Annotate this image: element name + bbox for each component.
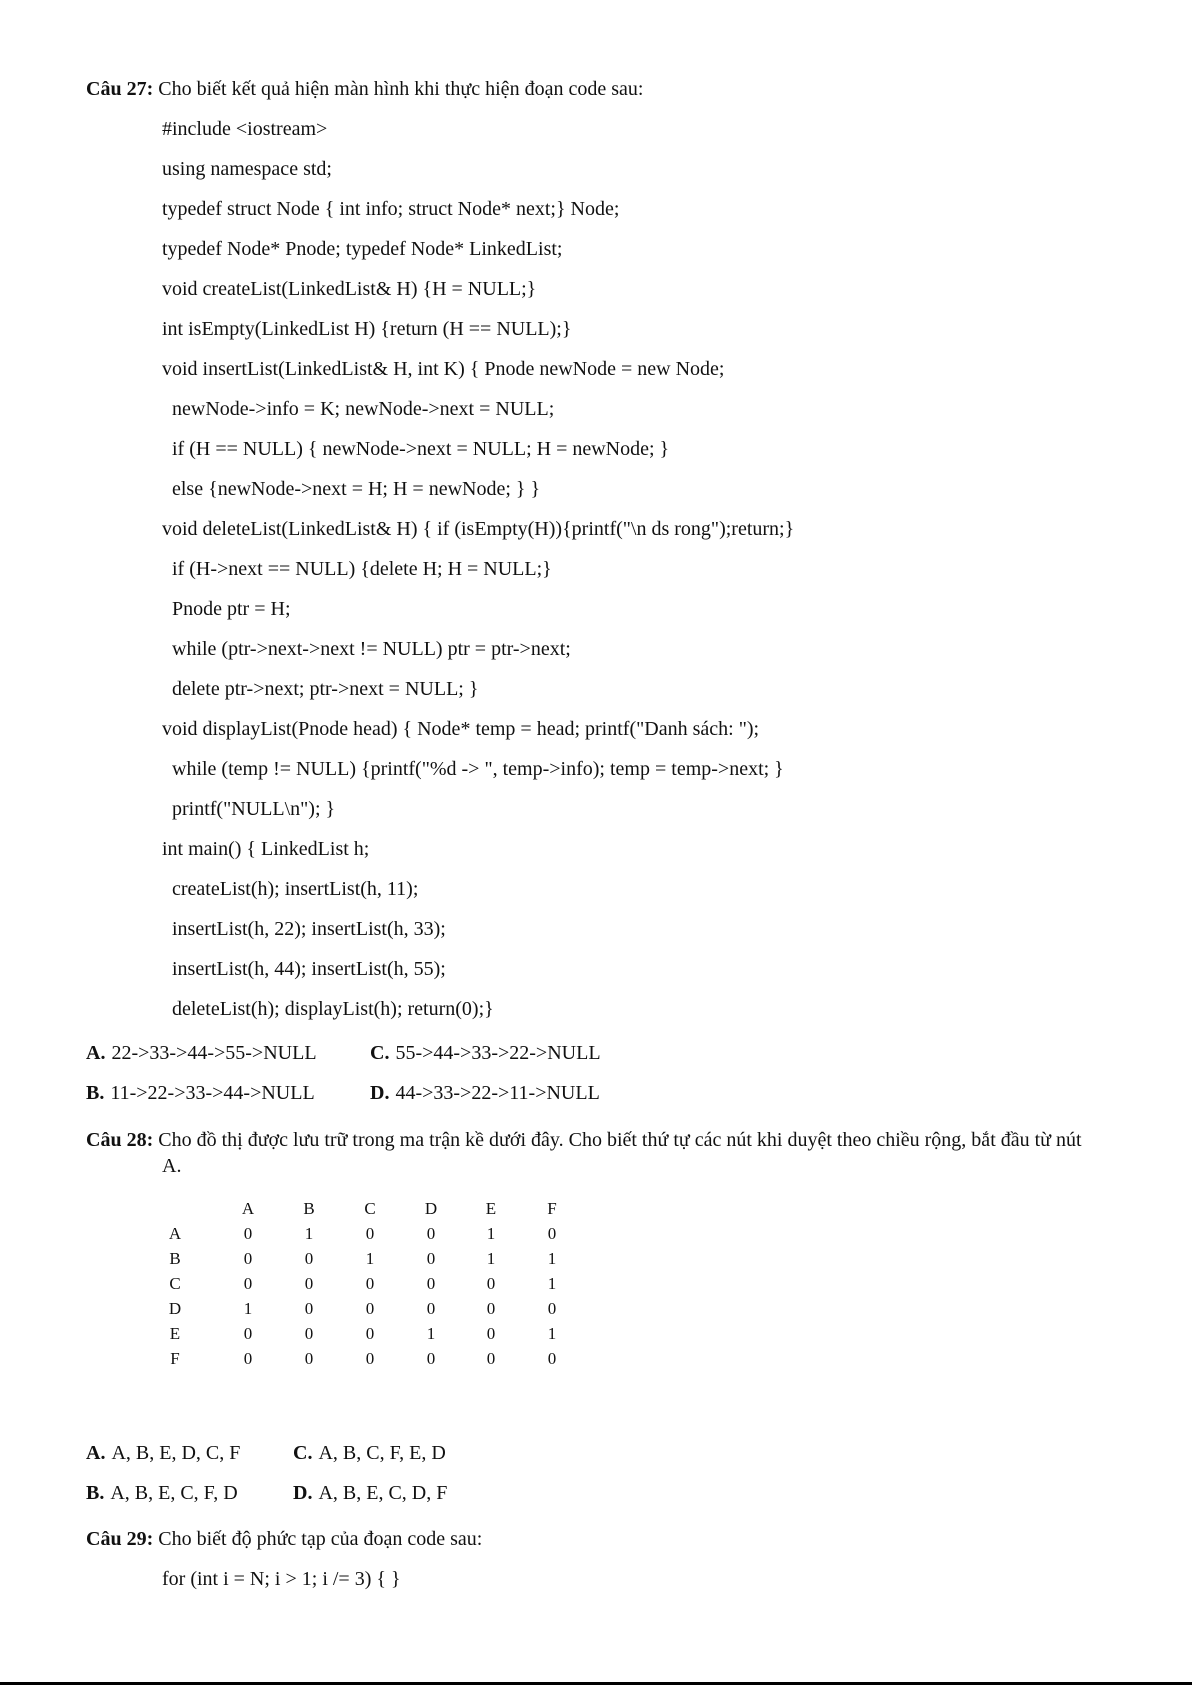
option-text: 11->22->33->44->NULL	[110, 1082, 315, 1104]
matrix-cell: 0	[547, 1299, 557, 1318]
code-line: void createList(LinkedList& H) {H = NULL;}	[162, 278, 537, 300]
q28-option-d[interactable]	[293, 1481, 447, 1505]
option-text: A, B, E, C, F, D	[110, 1482, 238, 1504]
code-line: insertList(h, 44); insertList(h, 55);	[172, 958, 446, 980]
matrix-cell: 0	[243, 1274, 253, 1293]
question-28-text-continuation: A.	[162, 1155, 182, 1177]
matrix-cell: 0	[243, 1324, 253, 1343]
code-line: delete ptr->next; ptr->next = NULL; }	[172, 678, 479, 700]
matrix-cell: 0	[426, 1299, 436, 1318]
code-line: while (temp != NULL) {printf("%d -> ", temp->info); temp = temp->next; }	[172, 758, 784, 780]
matrix-cell: 1	[486, 1224, 496, 1243]
code-line: using namespace std;	[162, 158, 332, 180]
matrix-cell: 0	[486, 1274, 496, 1293]
matrix-row-header: F	[170, 1349, 180, 1368]
matrix-cell: 0	[243, 1249, 253, 1268]
code-line: for (int i = N; i > 1; i /= 3) { }	[162, 1568, 401, 1590]
code-line: while (ptr->next->next != NULL) ptr = ptr->next;	[172, 638, 571, 660]
matrix-cell: 0	[547, 1224, 557, 1243]
q27-option-c[interactable]	[370, 1041, 601, 1065]
code-line: typedef Node* Pnode; typedef Node* LinkedList;	[162, 238, 563, 260]
matrix-row-header: B	[169, 1249, 181, 1268]
question-29-label: Câu 29:	[86, 1528, 154, 1550]
matrix-cell: 1	[304, 1224, 314, 1243]
matrix-col-header: B	[303, 1199, 315, 1218]
matrix-cell: 0	[365, 1324, 375, 1343]
code-line: Pnode ptr = H;	[172, 598, 291, 620]
code-line: int isEmpty(LinkedList H) {return (H == NULL);}	[162, 318, 572, 340]
matrix-cell: 1	[243, 1299, 253, 1318]
matrix-col-header: F	[547, 1199, 557, 1218]
matrix-cell: 1	[426, 1324, 436, 1343]
matrix-row-header: C	[169, 1274, 181, 1293]
matrix-cell: 1	[547, 1249, 557, 1268]
code-line: #include <iostream>	[162, 118, 328, 140]
matrix-cell: 0	[304, 1274, 314, 1293]
code-line: void deleteList(LinkedList& H) { if (isEmpty(H)){printf("\n ds rong");return;}	[162, 518, 795, 540]
matrix-col-header: D	[424, 1199, 438, 1218]
matrix-row-header: A	[168, 1224, 182, 1243]
matrix-cell: 0	[365, 1349, 375, 1368]
q28-option-c[interactable]	[293, 1441, 446, 1465]
q27-option-d[interactable]	[370, 1081, 600, 1105]
matrix-col-header: A	[241, 1199, 255, 1218]
code-line: typedef struct Node { int info; struct Node* next;} Node;	[162, 198, 620, 220]
option-label: A.	[86, 1042, 106, 1064]
option-text: 44->33->22->11->NULL	[395, 1082, 600, 1104]
code-line: if (H->next == NULL) {delete H; H = NULL;}	[172, 558, 552, 580]
question-28-text: Cho đồ thị được lưu trữ trong ma trận kề dưới đây. Cho biết thứ tự các nút khi duyệt theo chiều rộng, bắt đầu từ nút	[158, 1129, 1082, 1151]
matrix-cell: 1	[547, 1274, 557, 1293]
matrix-cell: 0	[426, 1249, 436, 1268]
code-line: printf("NULL\n"); }	[172, 798, 336, 820]
option-label: D.	[293, 1482, 313, 1504]
matrix-cell: 0	[304, 1324, 314, 1343]
code-line: int main() { LinkedList h;	[162, 838, 370, 860]
option-text: 55->44->33->22->NULL	[395, 1042, 601, 1064]
matrix-cell: 0	[426, 1224, 436, 1243]
matrix-cell: 0	[304, 1299, 314, 1318]
option-text: A, B, E, C, D, F	[318, 1482, 448, 1504]
code-line: if (H == NULL) { newNode->next = NULL; H = newNode; }	[172, 438, 670, 460]
matrix-cell: 1	[486, 1249, 496, 1268]
option-label: B.	[86, 1482, 105, 1504]
matrix-cell: 0	[486, 1349, 496, 1368]
matrix-col-header: E	[485, 1199, 497, 1218]
code-line: void displayList(Pnode head) { Node* temp = head; printf("Danh sách: ");	[162, 718, 760, 740]
matrix-col-header: C	[364, 1199, 376, 1218]
q27-option-a[interactable]	[86, 1041, 317, 1065]
code-line: createList(h); insertList(h, 11);	[172, 878, 419, 900]
question-29-text: Cho biết độ phức tạp của đoạn code sau:	[158, 1528, 483, 1550]
q27-option-b[interactable]	[86, 1081, 315, 1105]
q28-option-a[interactable]	[86, 1441, 240, 1465]
option-label: C.	[293, 1442, 313, 1464]
matrix-cell: 0	[486, 1324, 496, 1343]
matrix-cell: 0	[365, 1299, 375, 1318]
question-28-label: Câu 28:	[86, 1129, 154, 1151]
option-label: B.	[86, 1082, 105, 1104]
matrix-cell: 0	[426, 1274, 436, 1293]
question-27-heading	[86, 77, 643, 101]
option-text: 22->33->44->55->NULL	[111, 1042, 317, 1064]
matrix-cell: 0	[426, 1349, 436, 1368]
code-line: deleteList(h); displayList(h); return(0);}	[172, 998, 494, 1020]
matrix-cell: 0	[304, 1349, 314, 1368]
matrix-cell: 0	[365, 1224, 375, 1243]
matrix-cell: 0	[486, 1299, 496, 1318]
q28-option-b[interactable]	[86, 1481, 238, 1505]
option-label: C.	[370, 1042, 390, 1064]
option-label: D.	[370, 1082, 390, 1104]
matrix-cell: 0	[365, 1274, 375, 1293]
code-line: insertList(h, 22); insertList(h, 33);	[172, 918, 446, 940]
matrix-cell: 0	[243, 1349, 253, 1368]
option-label: A.	[86, 1442, 106, 1464]
option-text: A, B, C, F, E, D	[318, 1442, 446, 1464]
code-line: newNode->info = K; newNode->next = NULL;	[172, 398, 555, 420]
matrix-row-header: E	[169, 1324, 181, 1343]
question-27-text: Cho biết kết quả hiện màn hình khi thực hiện đoạn code sau:	[158, 78, 644, 100]
matrix-cell: 0	[547, 1349, 557, 1368]
question-29-heading	[86, 1527, 482, 1551]
matrix-cell: 1	[365, 1249, 375, 1268]
option-text: A, B, E, D, C, F	[111, 1442, 241, 1464]
matrix-cell: 0	[304, 1249, 314, 1268]
code-line: void insertList(LinkedList& H, int K) { Pnode newNode = new Node;	[162, 358, 725, 380]
code-line: else {newNode->next = H; H = newNode; } }	[172, 478, 541, 500]
matrix-cell: 1	[547, 1324, 557, 1343]
question-28-heading	[86, 1128, 1082, 1152]
matrix-cell: 0	[243, 1224, 253, 1243]
matrix-row-header: D	[168, 1299, 182, 1318]
question-27-label: Câu 27:	[86, 78, 154, 100]
